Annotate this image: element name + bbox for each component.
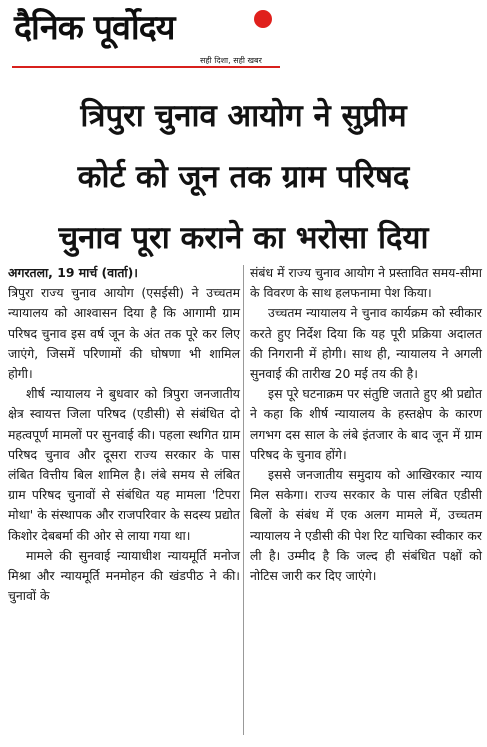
paragraph: मामले की सुनवाई न्यायाधीश न्यायमूर्ति मनोज मिश्रा और न्यायमूर्ति मनमोहन की खंडपीठ ने की। चुनावों के [8, 547, 240, 604]
headline [10, 86, 477, 269]
paragraph: संबंध में राज्य चुनाव आयोग ने प्रस्तावित समय-सीमा के विवरण के साथ हलफनामा पेश किया। [250, 265, 482, 301]
article-column-right [250, 263, 482, 586]
sun-logo-icon [254, 10, 272, 28]
paragraph: इससे जनजातीय समुदाय को आखिरकार न्याय मिल सकेगा। राज्य सरकार के पास लंबित एडीसी बिलों के संबंध में एक अलग मामले में, उच्चतम न्यायालय ने एडीसी की पेश रिट याचिका स्वीकार कर ली है। उम्मीद है कि जल्द ही संबंधित पक्षों को नोटिस जारी कर दिए जाएंगे। [250, 467, 482, 584]
masthead-divider [12, 66, 280, 68]
headline-line-1: त्रिपुरा चुनाव आयोग ने सुप्रीम [80, 98, 407, 134]
headline-line-2: कोर्ट को जून तक ग्राम परिषद [77, 159, 410, 195]
headline-line-3: चुनाव पूरा कराने का भरोसा दिया [58, 220, 429, 256]
paragraph: त्रिपुरा राज्य चुनाव आयोग (एसईसी) ने उच्चतम न्यायालय को आश्वासन दिया है कि आगामी ग्राम परिषद चुनाव इस वर्ष जून के अंत तक पूरे कर लिए जाएंगे, जिसमें परिणामों की घोषणा भी शामिल होगी। [8, 285, 240, 382]
masthead [0, 0, 487, 78]
article-column-left [8, 263, 240, 606]
paragraph: उच्चतम न्यायालय ने चुनाव कार्यक्रम को स्वीकार करते हुए निर्देश दिया कि यह पूरी प्रक्रिया अदालत की निगरानी में होगी। साथ ही, न्यायालय ने अगली सुनवाई की तारीख 20 मई तय की है। [250, 305, 482, 382]
dateline: अगरतला, 19 मार्च (वार्ता)। [8, 265, 138, 280]
column-divider [243, 265, 244, 735]
paragraph: शीर्ष न्यायालय ने बुधवार को त्रिपुरा जनजातीय क्षेत्र स्वायत्त जिला परिषद (एडीसी) से संबंधित दो महत्वपूर्ण मामलों पर सुनवाई की। पहला स्थगित ग्राम परिषद चुनाव और दूसरा राज्य सरकार के पास लंबित वित्तीय बिल शामिल है। लंबे समय से लंबित ग्राम परिषद चुनावों से संबंधित यह मामला 'टिपरा मोथा' के संस्थापक और राजपरिवार के सदस्य प्रद्योत किशोर देबबर्मा की ओर से लाया गया था। [8, 386, 240, 543]
paragraph: इस पूरे घटनाक्रम पर संतुष्टि जताते हुए श्री प्रद्योत ने कहा कि शीर्ष न्यायालय के हस्तक्षेप के कारण लगभग दस साल के लंबे इंतजार के बाद जून में ग्राम परिषद के चुनाव होंगे। [250, 386, 482, 462]
newspaper-logo: दैनिक पूर्वोदय [14, 8, 175, 48]
tagline: सही दिशा, सही खबर [200, 56, 262, 65]
